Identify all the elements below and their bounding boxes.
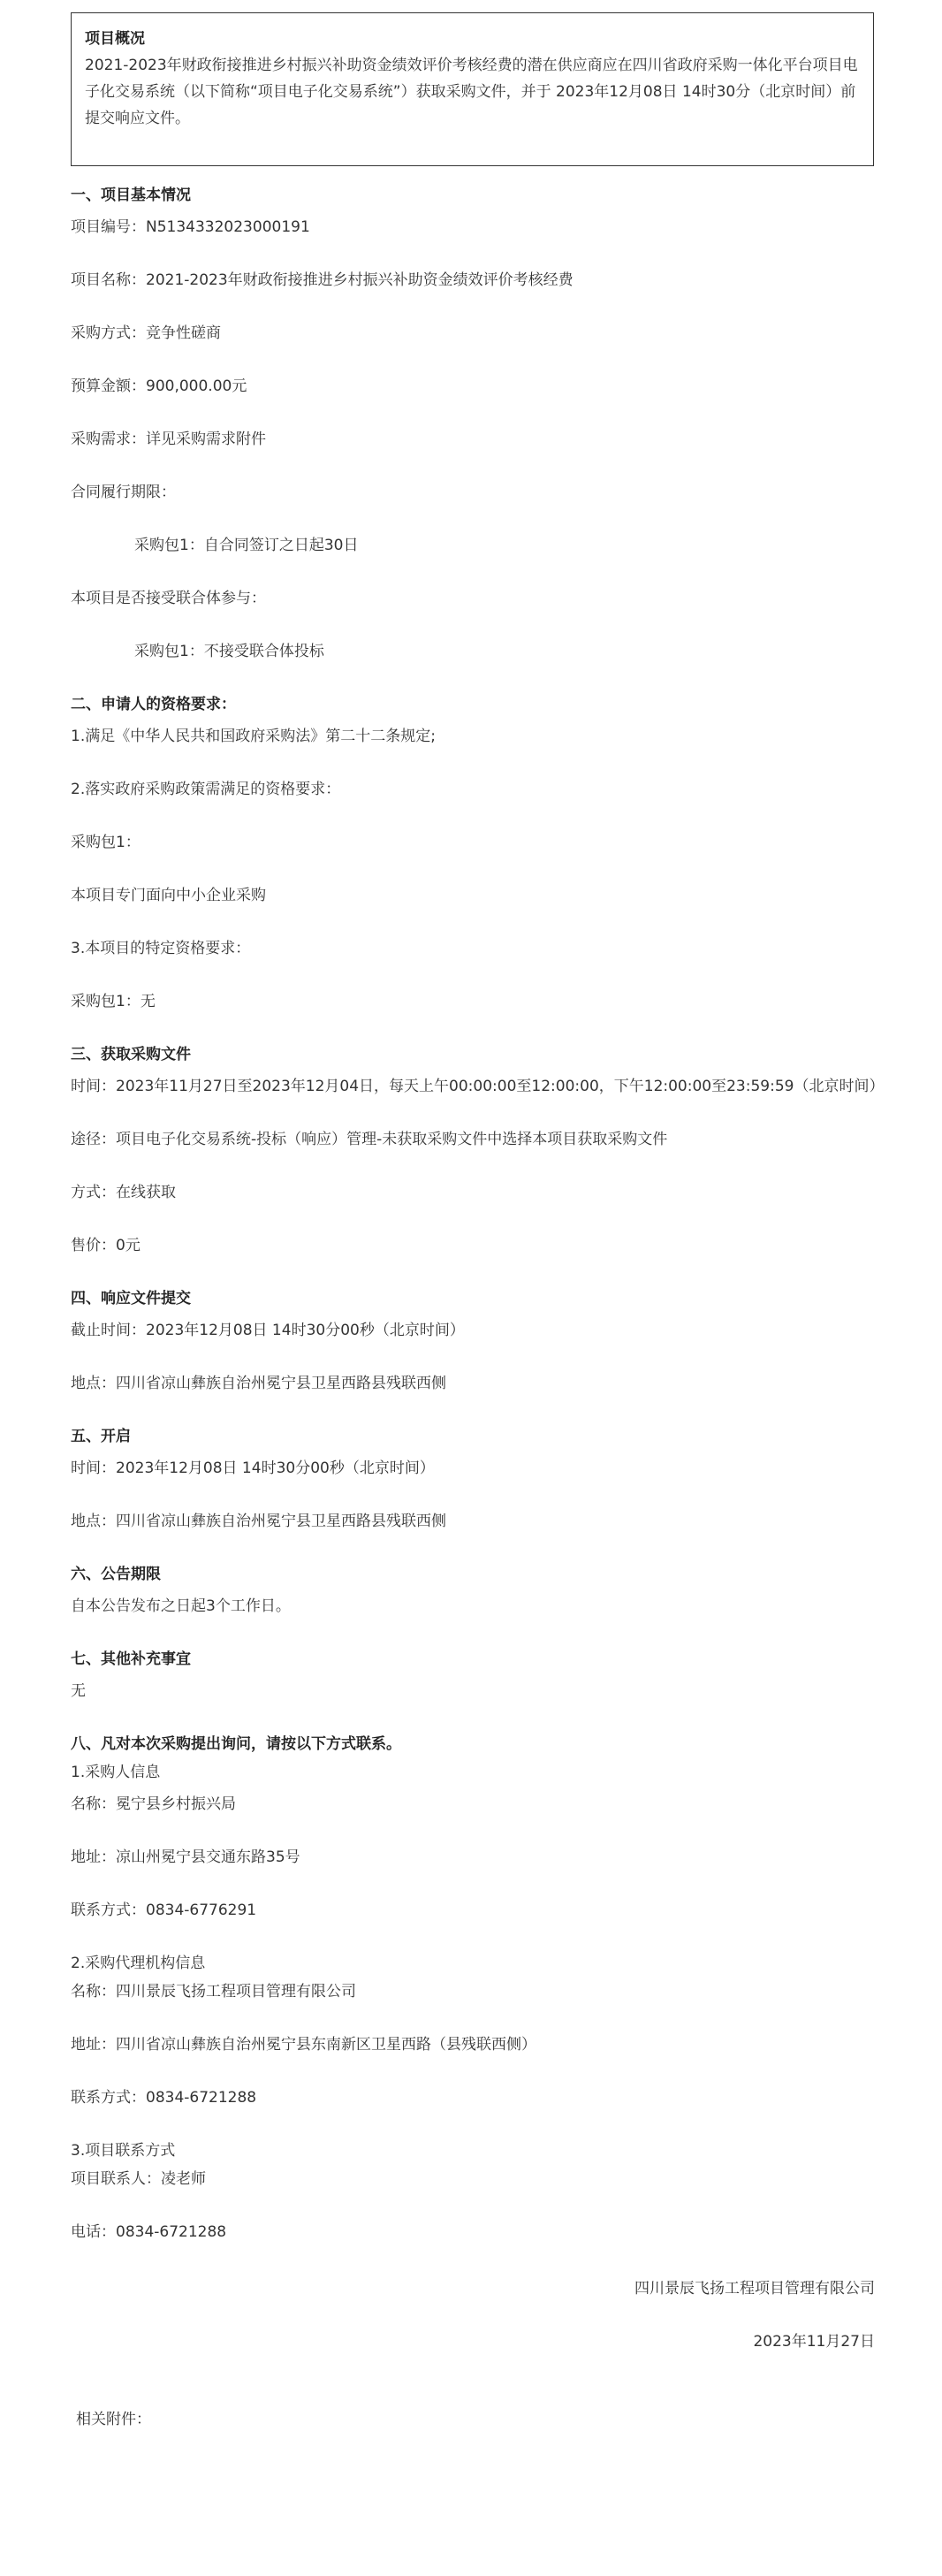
consortium-package: 采购包1：不接受联合体投标 [134, 643, 324, 660]
section-other-matters-title: 七、其他补充事宜 [71, 1650, 191, 1668]
project-contact-phone: 电话：0834-6721288 [71, 2223, 227, 2241]
contract-period-label: 合同履行期限： [71, 484, 176, 501]
consortium-label: 本项目是否接受联合体参与： [71, 590, 266, 607]
project-contact-heading: 3.项目联系方式 [71, 2142, 176, 2160]
budget-amount: 预算金额：900,000.00元 [71, 377, 247, 395]
announcement-body [71, 182, 884, 2355]
qualification-req-2: 2.落实政府采购政策需满足的资格要求： [71, 781, 341, 798]
overview-title: 项目概况 [85, 30, 145, 48]
agency-name: 名称：四川景辰飞扬工程项目管理有限公司 [71, 1983, 356, 2001]
purchaser-info-heading: 1.采购人信息 [71, 1764, 161, 1781]
qualification-req-3: 3.本项目的特定资格要求： [71, 940, 251, 957]
section-contact-title: 八、凡对本次采购提出询问，请按以下方式联系。 [71, 1735, 401, 1753]
qualification-package-1-none: 采购包1：无 [71, 993, 156, 1010]
section-basic-info-title: 一、项目基本情况 [71, 187, 191, 204]
notice-period-text: 自本公告发布之日起3个工作日。 [71, 1597, 291, 1615]
section-submission-title: 四、响应文件提交 [71, 1290, 191, 1307]
opening-time: 时间：2023年12月08日 14时30分00秒（北京时间） [71, 1459, 435, 1477]
obtain-time: 时间：2023年11月27日至2023年12月04日，每天上午00:00:00至12:00:00，下午12:00:00至23:59:59（北京时间） [71, 1078, 885, 1095]
section-obtain-docs-title: 三、获取采购文件 [71, 1046, 191, 1063]
qualification-package-1: 采购包1： [71, 834, 141, 851]
other-matters-text: 无 [71, 1682, 86, 1700]
purchaser-address: 地址：凉山州冕宁县交通东路35号 [71, 1848, 300, 1866]
obtain-price: 售价：0元 [71, 1237, 141, 1254]
project-number: 项目编号：N5134332023000191 [71, 218, 310, 236]
section-opening-title: 五、开启 [71, 1428, 131, 1445]
contract-period-package: 采购包1：自合同签订之日起30日 [134, 537, 359, 554]
procurement-method: 采购方式：竞争性磋商 [71, 324, 221, 342]
overview-text: 2021-2023年财政衔接推进乡村振兴补助资金绩效评价考核经费的潜在供应商应在四川省政府采购一体化平台项目电子化交易系统（以下简称“项目电子化交易系统”）获取采购文件，并于 2023年12月08日 14时30分（北京时间）前提交响应文件。 [85, 57, 858, 127]
agency-address: 地址：四川省凉山彝族自治州冕宁县东南新区卫星西路（县残联西侧） [71, 2036, 536, 2054]
signature-organization: 四川景辰飞扬工程项目管理有限公司 [634, 2280, 875, 2298]
attachments-label: 相关附件： [76, 2411, 151, 2428]
project-overview-box [71, 12, 874, 166]
submission-place: 地点：四川省凉山彝族自治州冕宁县卫星西路县残联西侧 [71, 1375, 446, 1392]
project-contact-person: 项目联系人：凌老师 [71, 2170, 206, 2188]
procurement-demand: 采购需求：详见采购需求附件 [71, 431, 266, 448]
agency-info-heading: 2.采购代理机构信息 [71, 1955, 206, 1972]
obtain-mode: 方式：在线获取 [71, 1184, 176, 1201]
purchaser-name: 名称：冕宁县乡村振兴局 [71, 1795, 236, 1813]
section-notice-period-title: 六、公告期限 [71, 1566, 161, 1583]
opening-place: 地点：四川省凉山彝族自治州冕宁县卫星西路县残联西侧 [71, 1513, 446, 1530]
submission-deadline: 截止时间：2023年12月08日 14时30分00秒（北京时间） [71, 1322, 465, 1339]
section-qualification-title: 二、申请人的资格要求： [71, 696, 236, 713]
agency-contact: 联系方式：0834-6721288 [71, 2089, 257, 2107]
signature-date: 2023年11月27日 [753, 2333, 875, 2351]
qualification-req-1: 1.满足《中华人民共和国政府采购法》第二十二条规定; [71, 728, 436, 745]
purchaser-contact: 联系方式：0834-6776291 [71, 1902, 257, 1919]
sme-note: 本项目专门面向中小企业采购 [71, 887, 266, 904]
obtain-way: 途径：项目电子化交易系统-投标（响应）管理-未获取采购文件中选择本项目获取采购文件 [71, 1131, 668, 1148]
project-name: 项目名称：2021-2023年财政衔接推进乡村振兴补助资金绩效评价考核经费 [71, 271, 574, 289]
